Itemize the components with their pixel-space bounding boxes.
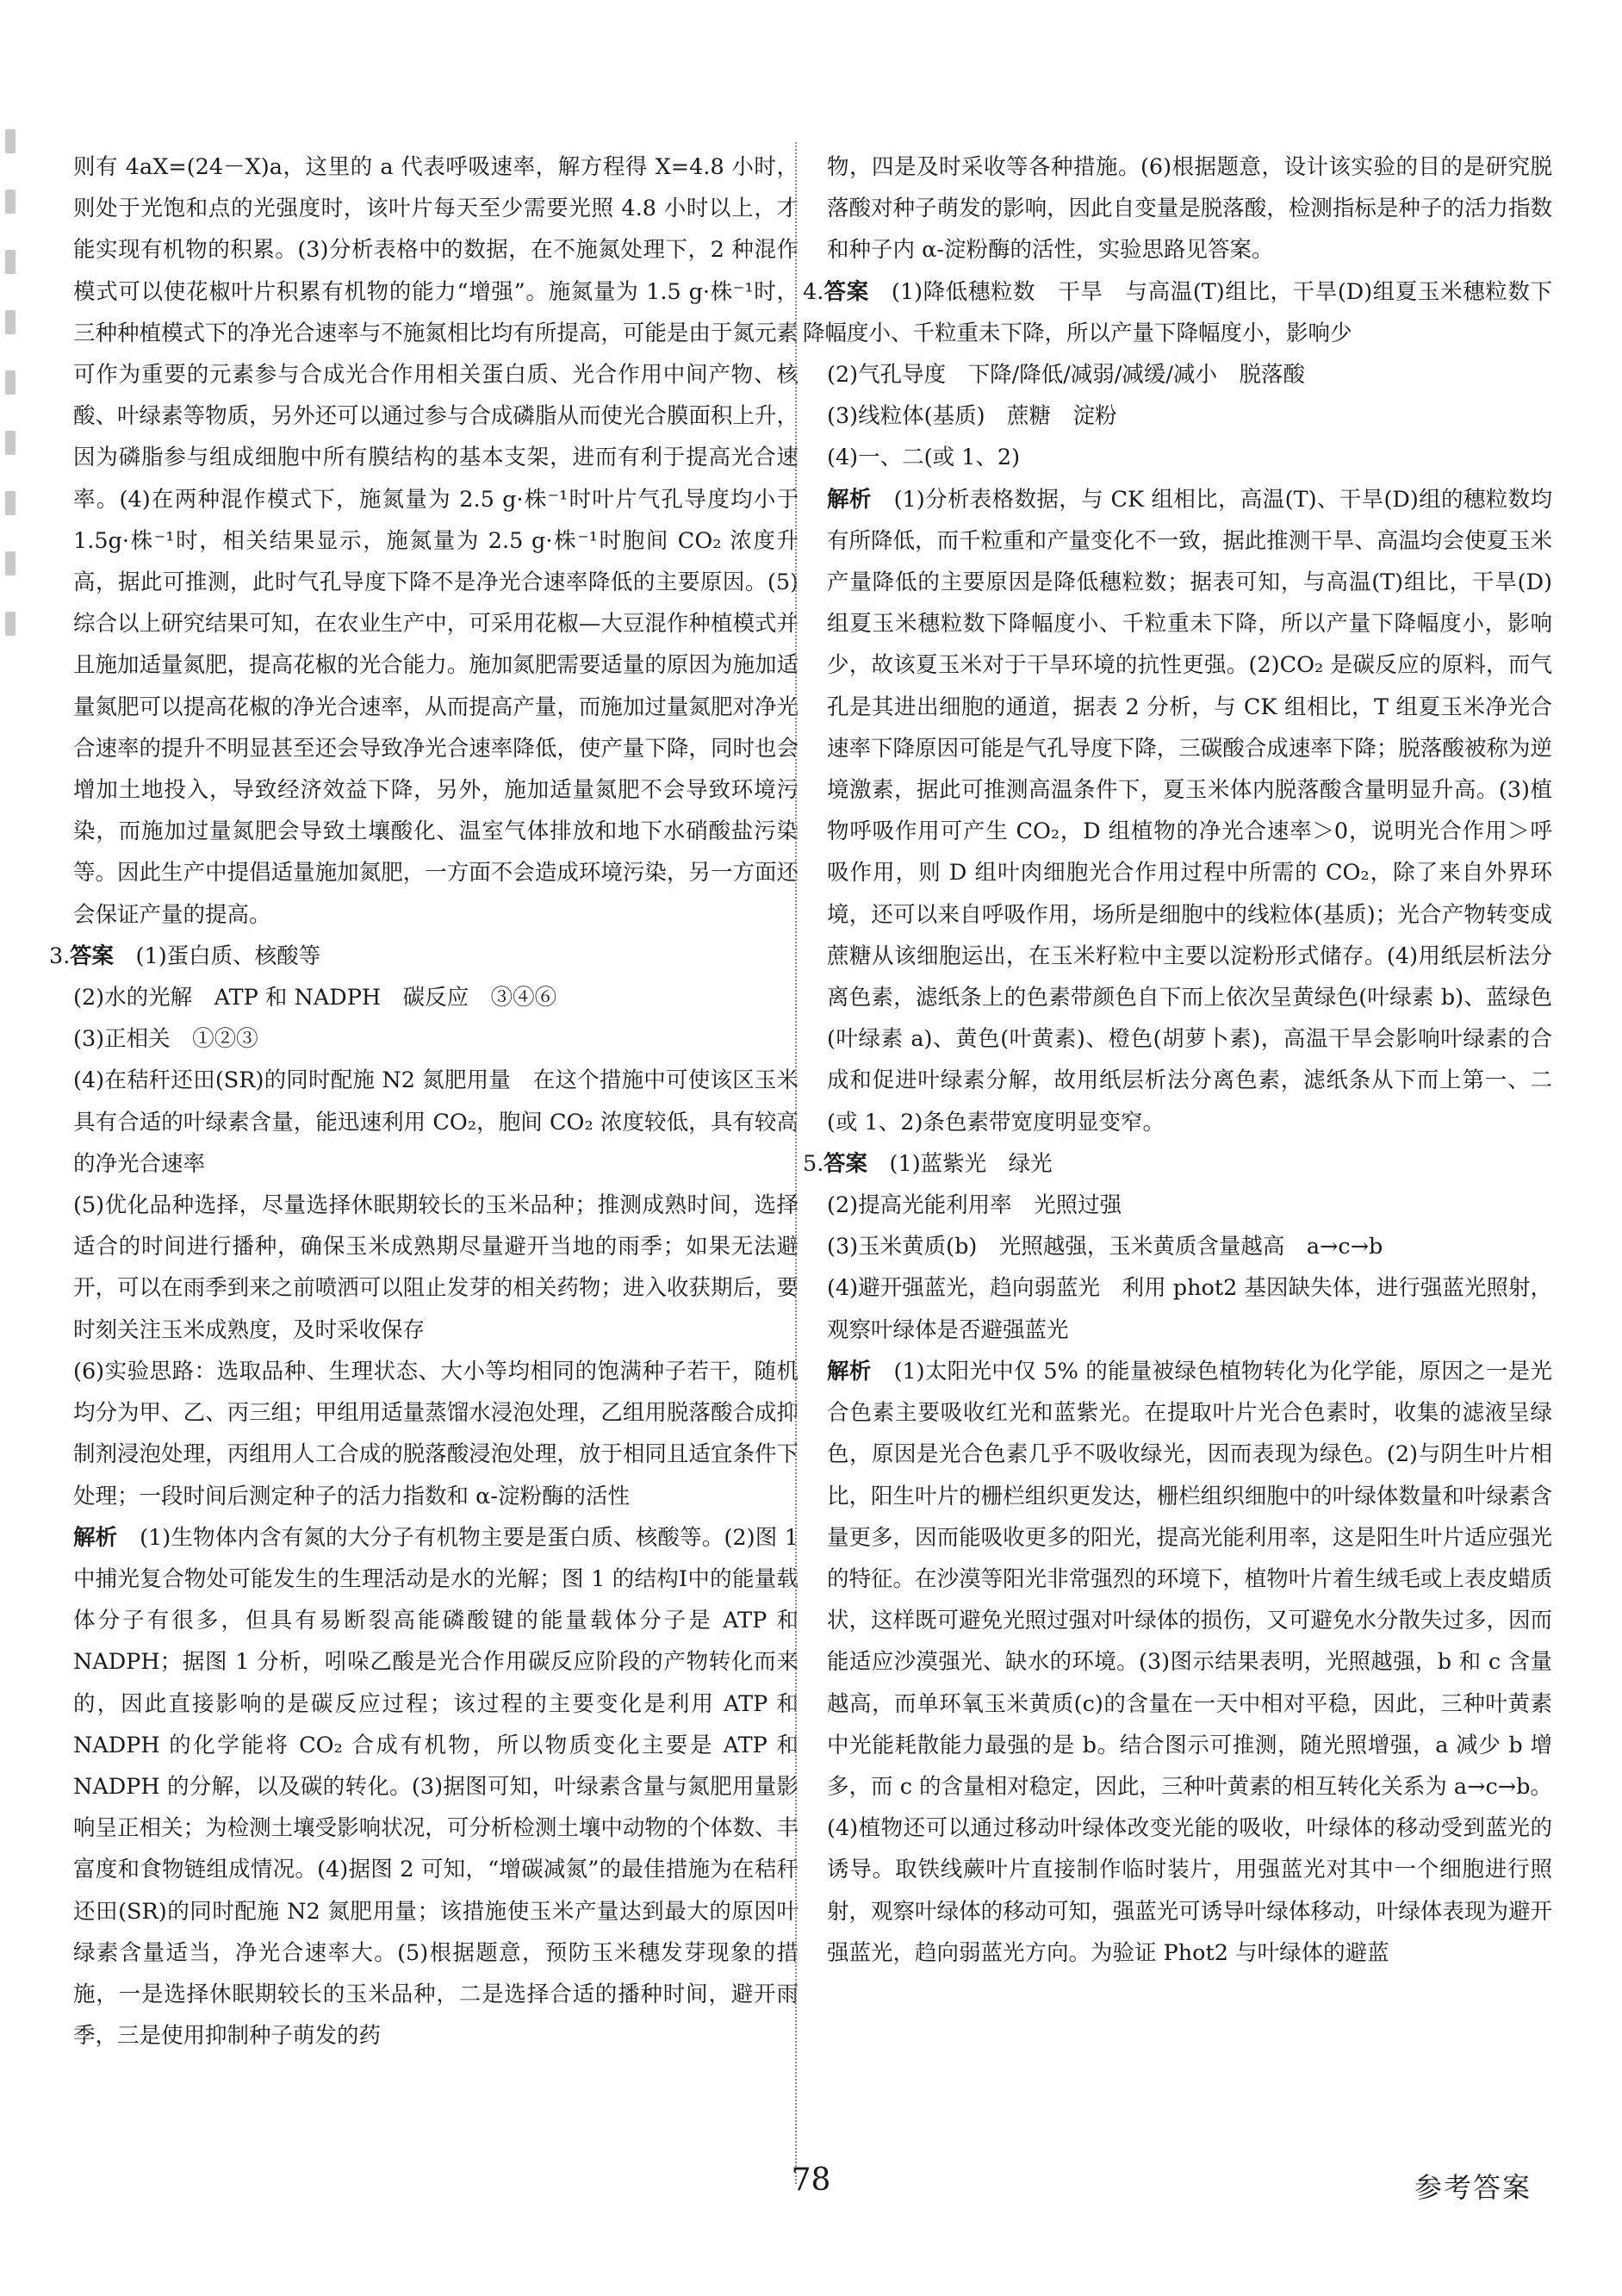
question-number: 4.: [803, 278, 824, 305]
answer-label: 答案: [823, 278, 869, 305]
answer-line: (3)线粒体(基质) 蔗糖 淀粉: [827, 403, 1117, 430]
footer-label: 参考答案: [1414, 2171, 1532, 2204]
answer-text: (1)蛋白质、核酸等: [135, 943, 321, 969]
analysis-text: (1)太阳光中仅 5% 的能量被绿色植物转化为化学能，原因之一是光合色素主要吸收红光和蓝紫光。在提取叶片光合色素时，收集的滤液呈绿色，原因是光合色素几乎不吸收绿光，因而表现为绿色。(2)与阴生叶片相比，阳生叶片的栅栏组织更发达，栅栏组织细胞中的叶绿体数量和叶绿素含量更多，因而能吸收更多的阳光，提高光能利用率，这是阳生叶片适应强光的特征。在沙漠等阳光非常强烈的环境下，植物叶片着生绒毛或上表皮蜡质状，这样既可避免光照过强对叶绿体的损伤，又可避免水分散失过多，因而能适应沙漠强光、缺水的环境。(3)图示结果表明，光照越强，b 和 c 含量越高，而单环氧玉米黄质(c)的含量在一天中相对平稳，因此，三种叶黄素中光能耗散能力最强的是 b。结合图示可推测，随光照增强，a 减少 b 增多，而 c 的含量相对稳定，因此，三种叶黄素的相互转化关系为 a→c→b。(4)植物还可以通过移动叶绿体改变光能的吸收，叶绿体的移动受到蓝光的诱导。取铁线蕨叶片直接制作临时装片，用强蓝光对其中一个细胞进行照射，观察叶绿体的移动可知，强蓝光可诱导叶绿体移动，叶绿体表现为避开强蓝光，趋向弱蓝光方向。为验证 Phot2 与叶绿体的避蓝: [827, 1358, 1552, 1966]
analysis-block: [827, 479, 1552, 1143]
right-column: [803, 146, 1552, 1974]
answer-line: (3)玉米黄质(b) 光照越强，玉米黄质含量越高 a→c→b: [827, 1234, 1383, 1260]
answer-block: [803, 271, 1552, 354]
answer-block: [49, 936, 799, 977]
answer-line: (3)正相关 ①②③: [73, 1026, 258, 1053]
analysis-text: (1)分析表格数据，与 CK 组相比，高温(T)、干旱(D)组的穗粒数均有所降低，而千粒重和产量变化不一致，据此推测干旱、高温均会使夏玉米产量降低的主要原因是降低穗粒数；据表可知，与高温(T)组比，干旱(D)组夏玉米穗粒数下降幅度小、千粒重未下降，所以产量下降幅度小，影响少，故该夏玉米对于干旱环境的抗性更强。(2)CO₂ 是碳反应的原料，而气孔是其进出细胞的通道，据表 2 分析，与 CK 组相比，T 组夏玉米净光合速率下降原因可能是气孔导度下降，三碳酸合成速率下降；脱落酸被称为逆境激素，据此可推测高温条件下，夏玉米体内脱落酸含量明显升高。(3)植物呼吸作用可产生 CO₂，D 组植物的净光合速率＞0，说明光合作用＞呼吸作用，则 D 组叶肉细胞光合作用过程中所需的 CO₂，除了来自外界环境，还可以来自呼吸作用，场所是细胞中的线粒体(基质)；光合产物转变成蔗糖从该细胞运出，在玉米籽粒中主要以淀粉形式储存。(4)用纸层析法分离色素，滤纸条上的色素带颜色自下而上依次呈黄绿色(叶绿素 b)、蓝绿色(叶绿素 a)、黄色(叶黄素)、橙色(胡萝卜素)，高温干旱会影响叶绿素的合成和促进叶绿素分解，故用纸层析法分离色素，滤纸条从下而上第一、二(或 1、2)条色素带宽度明显变窄。: [827, 486, 1552, 1136]
analysis-label: 解析: [827, 1358, 872, 1384]
column-divider: [795, 142, 798, 2184]
left-edge-marks: [0, 129, 34, 732]
answer-line: (2)提高光能利用率 光照过强: [827, 1192, 1122, 1219]
analysis-text: (1)生物体内含有氮的大分子有机物主要是蛋白质、核酸等。(2)图 1 中捕光复合物处可能发生的生理活动是水的光解；图 1 的结构Ⅰ中的能量载体分子有很多，但具有易断裂高能磷酸键的能量载体分子是 ATP 和 NADPH；据图 1 分析，吲哚乙酸是光合作用碳反应阶段的产物转化而来的，因此直接影响的是碳反应过程；该过程的主要变化是利用 ATP 和 NADPH 的化学能将 CO₂ 合成有机物，所以物质变化主要是 ATP 和 NADPH 的分解，以及碳的转化。(3)据图可知，叶绿素含量与氮肥用量影响呈正相关；为检测土壤受影响状况，可分析检测土壤中动物的个体数、丰富度和食物链组成情况。(4)据图 2 可知，“增碳减氮”的最佳措施为在秸秆还田(SR)的同时配施 N2 氮肥用量；该措施使玉米产量达到最大的原因叶绿素含量适当，净光合速率大。(5)根据题意，预防玉米穗发芽现象的措施，一是选择休眠期较长的玉米品种，二是选择合适的播种时间，避开雨季，三是使用抑制种子萌发的药: [73, 1524, 799, 2050]
answer-line: (4)一、二(或 1、2): [827, 445, 1021, 471]
analysis-block: [73, 1517, 799, 2057]
analysis-block: [827, 1351, 1552, 1974]
answer-text: (1)蓝紫光 绿光: [889, 1150, 1053, 1177]
analysis-label: 解析: [827, 486, 872, 513]
left-column: [49, 146, 799, 2056]
page-number: 78: [791, 2162, 831, 2198]
answer-line: (4)避开强蓝光，趋向弱蓝光 利用 phot2 基因缺失体，进行强蓝光照射，观察叶绿体是否避强蓝光: [827, 1275, 1552, 1343]
paragraph: 则有 4aX=(24－X)a，这里的 a 代表呼吸速率，解方程得 X=4.8 小时，则处于光饱和点的光强度时，该叶片每天至少需要光照 4.8 小时以上，才能实现有机物的积累。(3)分析表格中的数据，在不施氮处理下，2 种混作模式可以使花椒叶片积累有机物的能力“增强”。施氮量为 1.5 g·株⁻¹时，三种种植模式下的净光合速率与不施氮相比均有所提高，可能是由于氮元素可作为重要的元素参与合成光合作用相关蛋白质、光合作用中间产物、核酸、叶绿素等物质，另外还可以通过参与合成磷脂从而使光合膜面积上升，因为磷脂参与组成细胞中所有膜结构的基本支架，进而有利于提高光合速率。(4)在两种混作模式下，施氮量为 2.5 g·株⁻¹时叶片气孔导度均小于 1.5g·株⁻¹时，相关结果显示，施氮量为 2.5 g·株⁻¹时胞间 CO₂ 浓度升高，据此可推测，此时气孔导度下降不是净光合速率降低的主要原因。(5)综合以上研究结果可知，在农业生产中，可采用花椒—大豆混作种植模式并且施加适量氮肥，提高花椒的光合能力。施加氮肥需要适量的原因为施加适量氮肥可以提高花椒的净光合速率，从而提高产量，而施加过量氮肥对净光合速率的提升不明显甚至还会导致净光合速率降低，使产量下降，同时也会增加土地投入，导致经济效益下降，另外，施加适量氮肥不会导致环境污染，而施加过量氮肥会导致土壤酸化、温室气体排放和地下水硝酸盐污染等。因此生产中提倡适量施加氮肥，一方面不会造成环境污染，另一方面还会保证产量的提高。: [73, 154, 799, 928]
answer-text: (1)降低穗粒数 干旱 与高温(T)组比，干旱(D)组夏玉米穗粒数下降幅度小、千粒重未下降，所以产量下降幅度小，影响少: [803, 278, 1552, 346]
question-number: 5.: [803, 1150, 824, 1177]
answer-label: 答案: [70, 943, 115, 969]
analysis-label: 解析: [73, 1524, 118, 1551]
answer-line: (5)优化品种选择，尽量选择休眠期较长的玉米品种；推测成熟时间，选择适合的时间进行播种，确保玉米成熟期尽量避开当地的雨季；如果无法避开，可以在雨季到来之前喷洒可以阻止发芽的相关药物；进入收获期后，要时刻关注玉米成熟度，及时采收保存: [73, 1192, 799, 1343]
question-number: 3.: [49, 943, 71, 969]
paragraph: 物，四是及时采收等各种措施。(6)根据题意，设计该实验的目的是研究脱落酸对种子萌发的影响，因此自变量是脱落酸，检测指标是种子的活力指数和种子内 α-淀粉酶的活性，实验思路见答案。: [827, 154, 1552, 264]
answer-line: (2)水的光解 ATP 和 NADPH 碳反应 ③④⑥: [73, 985, 557, 1011]
answer-block: [803, 1143, 1552, 1185]
answer-line: (6)实验思路：选取品种、生理状态、大小等均相同的饱满种子若干，随机均分为甲、乙、丙三组；甲组用适量蒸馏水浸泡处理，乙组用脱落酸合成抑制剂浸泡处理，丙组用人工合成的脱落酸浸泡处理，放于相同且适宜条件下处理；一段时间后测定种子的活力指数和 α-淀粉酶的活性: [73, 1358, 799, 1509]
answer-line: (2)气孔导度 下降/降低/减弱/减缓/减小 脱落酸: [827, 362, 1305, 389]
answer-label: 答案: [823, 1150, 868, 1177]
answer-line: (4)在秸秆还田(SR)的同时配施 N2 氮肥用量 在这个措施中可使该区玉米具有合适的叶绿素含量，能迅速利用 CO₂，胞间 CO₂ 浓度较低，具有较高的净光合速率: [73, 1067, 799, 1177]
